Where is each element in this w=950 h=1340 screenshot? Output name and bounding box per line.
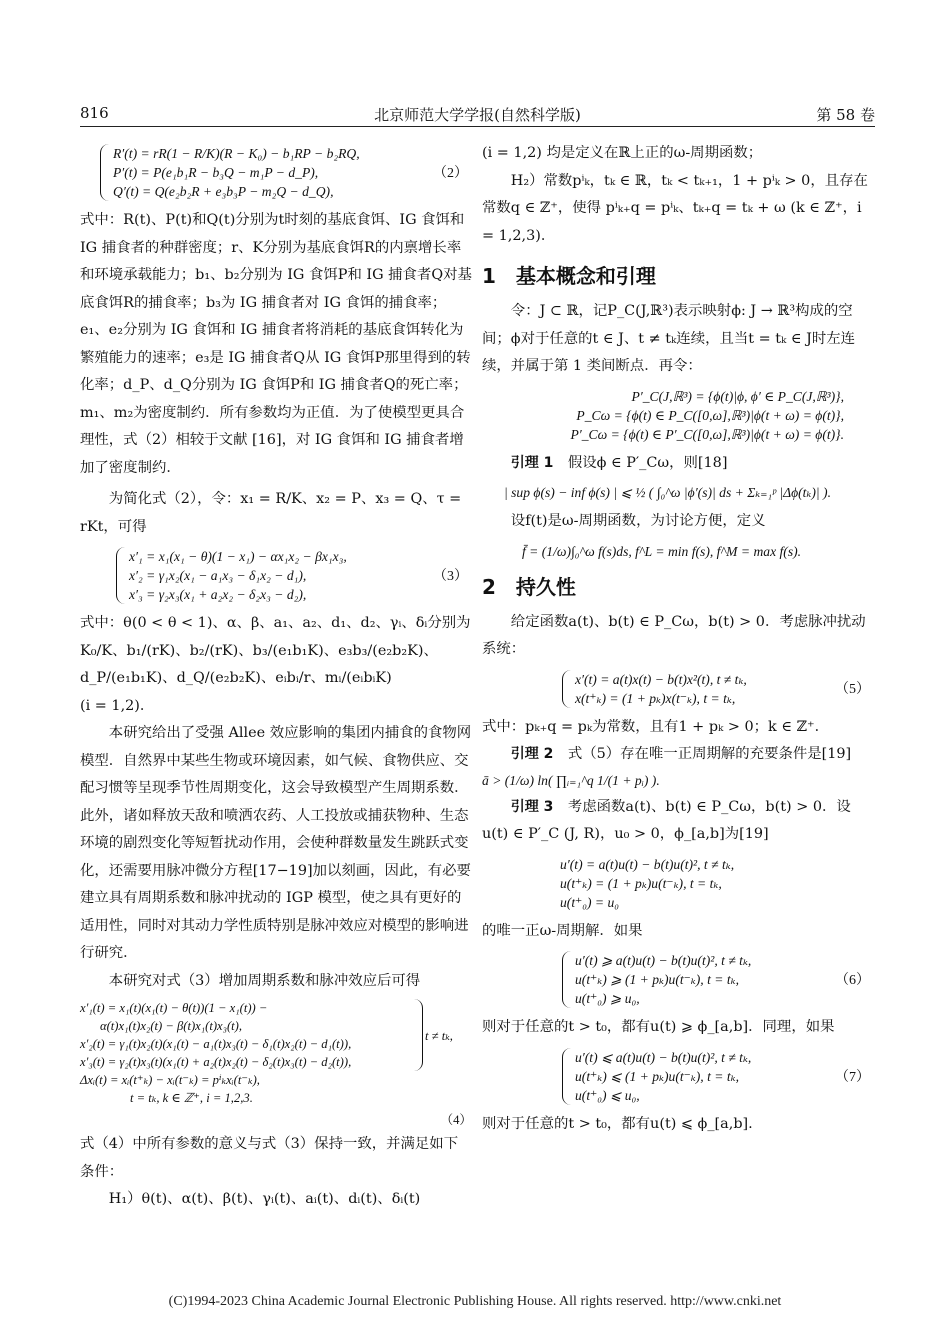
eq2-number: （2） (433, 166, 468, 181)
paragraph-allee: 本研究给出了受强 Allee 效应影响的集团内捕食的食物网模型．自然界中某些生物或环境因素，如气候、食物供应、交配习惯等呈现季节性周期变化，这会导致模型产生周期系数．此外，诸如释放天敌和喷洒农药、人工投放或捕获物种、生态环境的剧烈变化等短暂扰动作用，会使种群数量发生跳跃式变化，还需要用脉冲微分方程[17−19]加以刻画，因此，有必要建立具有周期系数和脉冲扰动的 IGP 模型，使之具有更好的适用性，同时对其动力学性质特别是脉冲效应对模型的影响进行研究． (80, 725, 472, 961)
condition-h1-continued: (i = 1,2) 均是定义在ℝ上正的ω-周期函数； (482, 145, 763, 161)
eq7-line: u(t⁺ₖ) ⩽ (1 + pₖ)u(t⁻ₖ), t = tₖ, (575, 1068, 739, 1084)
eq4-line: x′₁(t) = x₁(t)(x₁(t) − θ(t))(1 − x₁(t)) − (80, 1001, 268, 1015)
eq3-line: x′₁ = x₁(x₁ − θ)(1 − x₁) − αx₁x₂ − βx₁x₃, (129, 549, 347, 564)
eq4-line: x′₂(t) = γ₁(t)x₂(t)(x₁(t) − a₁(t)x₃(t) − δ₁(t)x₂(t) − d₁(t)), (80, 1037, 352, 1051)
l3-line: u(t⁺ₖ) = (1 + pₖ)u(t⁻ₖ), t = tₖ, (560, 875, 722, 891)
lemma-3-system (560, 855, 874, 912)
eq2-line: Q′(t) = Q(e₂b₂R + e₃b₃P − m₂Q − d_Q), (113, 184, 334, 199)
lemma-2-text: 式（5）存在唯一正周期解的充要条件是[19] (567, 746, 852, 762)
equation-3 (116, 547, 472, 604)
lemma-3-title: 引理 3 (510, 798, 554, 815)
paragraph-unique-solution: 的唯一正ω-周期解．如果 (482, 922, 643, 939)
journal-title: 北京师范大学学报(自然科学版) (374, 106, 581, 124)
eq4-line: x′₃(t) = γ₂(t)x₃(t)(x₁(t) + a₂(t)x₂(t) − δ₂(t)x₃(t) − d₂(t)), (80, 1055, 352, 1069)
paragraph-periodic: 本研究对式（3）增加周期系数和脉冲效应后可得 (108, 972, 421, 989)
eq4-condition: t ≠ tₖ, (425, 1029, 453, 1043)
equation-2 (100, 144, 472, 201)
paragraph-conditions: 式（4）中所有参数的意义与式（3）保持一致，并满足如下条件： (80, 1136, 459, 1180)
paragraph-pk: 式中：pₖ₊q = pₖ为常数，且有1 + pₖ > 0；k ∈ ℤ⁺． (482, 718, 830, 735)
copyright-footer: (C)1994-2023 China Academic Journal Electronic Publishing House. All rights reserved. http://www.cnki.net (168, 1294, 782, 1309)
eq4-number: （4） (440, 1113, 472, 1127)
average-definition: f̄ = (1/ω)∫₀^ω f(s)ds, f^L = min f(s), f^M = max f(s). (522, 543, 802, 559)
eq3-line: x′₃ = γ₂x₃(x₁ + a₂x₂ − δ₂x₃ − d₂), (129, 587, 307, 602)
equation-6 (562, 951, 874, 1008)
eq4-line: Δxᵢ(t) = xᵢ(t⁺ₖ) − xᵢ(t⁻ₖ) = pⁱₖxᵢ(t⁻ₖ), (80, 1073, 260, 1087)
eq2-line: P′(t) = P(e₁b₁R − b₃Q − m₁P − d_P), (113, 165, 319, 180)
page-number: 816 (80, 104, 109, 122)
lemma-1-equation (504, 483, 874, 502)
def-line: P′_Cω = {ϕ(t) ∈ P′_C([0,ω],ℝ³)|ϕ(t + ω) = ϕ(t)}. (570, 426, 844, 442)
equation-7 (562, 1048, 874, 1105)
eq3-line: x′₂ = γ₁x₂(x₁ − a₁x₃ − δ₁x₂ − d₁), (129, 568, 307, 583)
eq6-line: u(t⁺₀) ⩾ u₀, (575, 991, 640, 1006)
eq4-line: α(t)x₁(t)x₂(t) − β(t)x₁(t)x₃(t), (100, 1019, 243, 1033)
eq5-number: （5） (835, 681, 870, 697)
eq7-line: u′(t) ⩽ a(t)u(t) − b(t)u(t)², t ≠ tₖ, (575, 1049, 752, 1065)
lemma1-inequality: | sup ϕ(s) − inf ϕ(s) | ⩽ ½ ( ∫₀^ω |ϕ′(s)| ds + Σₖ₌₁ᵖ |Δϕ(tₖ)| ). (504, 485, 831, 500)
paragraph-simplify: 为简化式（2），令：x₁ = R/K、x₂ = P、x₃ = Q、τ = rKt，可得 (80, 491, 462, 535)
paragraph-definitions: 式中：R(t)、P(t)和Q(t)分别为t时刻的基底食饵、IG 食饵和 IG 捕食者的种群密度；r、K分别为基底食饵R的内禀增长率和环境承载能力；b₁、b₂分别为 IG 食饵P和 IG 捕食者Q对基底食饵R的捕食率；b₃为 IG 捕食者对 IG 食饵的捕食率；e₁、e₂分别为 IG 食饵和 IG 捕食者将消耗的基底食饵转化为繁殖能力的速率；e₃是 IG 捕食者Q从 IG 食饵P那里得到的转化率；d_P、d_Q分别为 IG 食饵P和 IG 捕食者Q的死亡率；m₁、m₂为密度制约．所有参数均为正值．为了使模型更具合理性，式（2）相较于文献 [16]，对 IG 食饵和 IG 捕食者增加了密度制约． (80, 212, 472, 476)
lemma-1-title: 引理 1 (510, 454, 554, 471)
volume-label: 第 58 卷 (816, 106, 875, 124)
paragraph-parameters-index: (i = 1,2)． (80, 697, 155, 714)
paragraph-space-definition: 令：J ⊂ ℝ，记P_C(J,ℝ³)表示映射ϕ: J → ℝ³构成的空间；ϕ对于任意的t ∈ J、t ≠ tₖ连续，且当t = tₖ ∈ J时左连续，并属于第 1 类间断点．再令： (482, 303, 856, 374)
lemma-3-text: 考虑函数a(t)、b(t) ∈ P_Cω，b(t) > 0．设u(t) ∈ P′_C (J, R)，u₀ > 0，ϕ_[a,b]为[19] (482, 798, 851, 842)
l3-line: u(t⁺₀) = u₀ (560, 894, 620, 910)
header-rule (80, 126, 875, 127)
section-1-heading: 1 基本概念和引理 (482, 264, 656, 288)
l3-line: u′(t) = a(t)u(t) − b(t)u(t)², t ≠ tₖ, (560, 856, 735, 872)
eq6-number: （6） (835, 973, 870, 988)
eq7-number: （7） (835, 1069, 870, 1085)
eq6-line: u′(t) ⩾ a(t)u(t) − b(t)u(t)², t ≠ tₖ, (575, 953, 752, 968)
eq6-line: u(t⁺ₖ) ⩾ (1 + pₖ)u(t⁻ₖ), t = tₖ, (575, 972, 739, 987)
eq7-line: u(t⁺₀) ⩽ u₀, (575, 1087, 640, 1103)
eq3-number: （3） (433, 569, 468, 584)
equation-4 (80, 999, 472, 1129)
paragraph-conclusion: 则对于任意的t > t₀，都有u(t) ⩽ ϕ_[a,b]. (482, 1115, 753, 1132)
right-column (482, 140, 874, 1138)
paragraph-impulsive-system: 给定函数a(t)、b(t) ∈ P_Cω，b(t) > 0．考虑脉冲扰动系统： (482, 613, 866, 657)
left-column (80, 140, 472, 1214)
equation-5 (562, 670, 874, 708)
condition-h2: H₂）常数pⁱₖ，tₖ ∈ ℝ，tₖ < tₖ₊₁，1 + pⁱₖ > 0，且存在常数q ∈ ℤ⁺，使得 pⁱₖ₊q = pⁱₖ、tₖ₊q = tₖ + ω (k ∈ ℤ⁺，i = 1,2,3)． (482, 172, 868, 244)
lemma-1-text: 假设ϕ ∈ P′_Cω，则[18] (567, 454, 728, 471)
lemma-2-equation: ā > (1/ω) ln( ∏ᵢ₌₁^q 1/(1 + pᵢ) ). (482, 772, 660, 788)
def-line: P_Cω = {ϕ(t) ∈ P_C([0,ω],ℝ³)|ϕ(t + ω) = ϕ(t)}, (576, 407, 844, 423)
condition-h1: H₁）θ(t)、α(t)、β(t)、γᵢ(t)、aᵢ(t)、dᵢ(t)、δᵢ(t) (108, 1191, 421, 1207)
eq4-line: t = tₖ, k ∈ ℤ⁺, i = 1,2,3. (130, 1091, 253, 1105)
paragraph-similarly: 则对于任意的t > t₀，都有u(t) ⩾ ϕ_[a,b]．同理，如果 (482, 1019, 835, 1035)
section-2-heading: 2 持久性 (482, 574, 576, 599)
lemma-2-title: 引理 2 (510, 746, 554, 762)
paragraph-parameters: 式中：θ(0 < θ < 1)、α、β、a₁、a₂、d₁、d₂、γᵢ、δᵢ分别为 K₀/K、b₁/(rK)、b₂/(rK)、b₃/(e₁b₁K)、e₃b₃/(e₂b₂K)、d_P/(e₁b₁K)、d_Q/(e₂b₂K)、eᵢbᵢ/r、mᵢ/(eᵢbᵢK) (80, 615, 471, 686)
paragraph-average-def: 设f(t)是ω-周期函数，为讨论方便，定义 (510, 513, 766, 529)
eq5-line: x(t⁺ₖ) = (1 + pₖ)x(t⁻ₖ), t = tₖ, (575, 690, 736, 706)
space-definitions (522, 387, 874, 444)
def-line: P′_C(J,ℝ³) = {ϕ(t)|ϕ, ϕ′ ∈ P_C(J,ℝ³)}, (631, 388, 844, 404)
eq5-line: x′(t) = a(t)x(t) − b(t)x²(t), t ≠ tₖ, (575, 671, 747, 687)
eq2-line: R′(t) = rR(1 − R/K)(R − K₀) − b₁RP − b₂RQ, (113, 146, 360, 161)
